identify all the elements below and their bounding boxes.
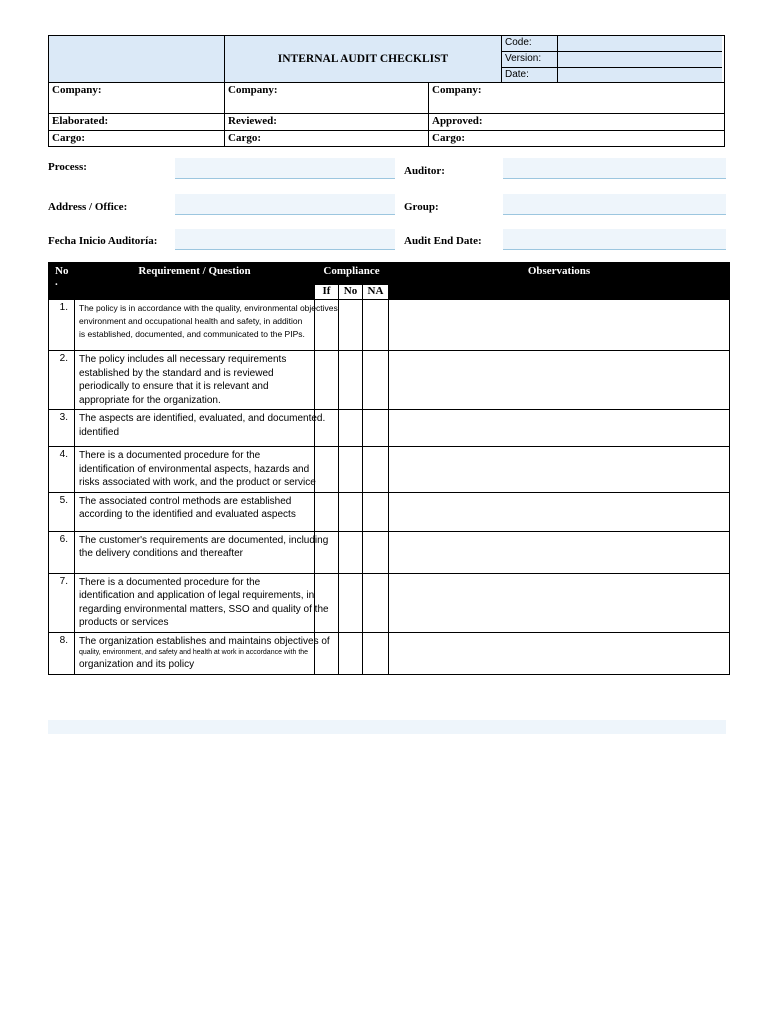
requirement-line: established by the standard and is reviewed bbox=[79, 367, 274, 379]
requirement-cell bbox=[75, 410, 326, 447]
process-label: Process: bbox=[48, 161, 87, 173]
requirement-line: quality, environment, and safety and health at work in accordance with the bbox=[79, 649, 309, 656]
table-row bbox=[49, 300, 730, 351]
version-label: Version: bbox=[502, 52, 558, 67]
observations-cell[interactable] bbox=[389, 632, 730, 674]
compliance-na-cell[interactable] bbox=[363, 573, 389, 632]
cargo-field-1: Cargo: bbox=[49, 131, 225, 146]
col-no-dot: . bbox=[55, 276, 58, 288]
compliance-no-cell[interactable] bbox=[339, 632, 363, 674]
observations-cell[interactable] bbox=[389, 531, 730, 573]
requirement-line: The organization establishes and maintains objectives of bbox=[79, 635, 330, 647]
requirement-cell bbox=[75, 573, 329, 632]
elaborated-field: Elaborated: bbox=[49, 114, 225, 130]
col-no-label: No bbox=[55, 265, 69, 277]
requirement-line: There is a documented procedure for the bbox=[79, 450, 261, 461]
table-row bbox=[49, 632, 730, 674]
compliance-no-cell[interactable] bbox=[339, 351, 363, 410]
requirement-line: identification of environmental aspects, hazards and bbox=[79, 463, 310, 475]
observations-cell[interactable] bbox=[389, 300, 730, 351]
requirement-line: The policy includes all necessary requirements bbox=[79, 354, 287, 365]
table-row bbox=[49, 351, 730, 410]
compliance-na-cell[interactable] bbox=[363, 531, 389, 573]
table-row bbox=[49, 447, 730, 493]
requirement-line: regarding environmental matters, SSO and quality of the bbox=[79, 603, 329, 615]
requirement-line: The associated control methods are established bbox=[79, 495, 292, 507]
row-number: 6. bbox=[49, 531, 75, 573]
checklist-table bbox=[48, 262, 730, 675]
company-field-3: Company: bbox=[432, 84, 482, 96]
col-compliance-header: Compliance bbox=[315, 263, 389, 285]
requirement-line: appropriate for the organization. bbox=[79, 394, 221, 406]
compliance-no-cell[interactable] bbox=[339, 447, 363, 493]
requirement-cell bbox=[75, 492, 315, 531]
compliance-no-cell[interactable] bbox=[339, 531, 363, 573]
compliance-na-cell[interactable] bbox=[363, 492, 389, 531]
reviewed-field: Reviewed: bbox=[225, 114, 429, 130]
row-number: 5. bbox=[49, 492, 75, 531]
observations-cell[interactable] bbox=[389, 492, 730, 531]
row-number: 4. bbox=[49, 447, 75, 493]
table-row bbox=[49, 531, 730, 573]
row-number: 2. bbox=[49, 351, 75, 410]
company-field-2: Company: bbox=[225, 83, 429, 113]
compliance-na-cell[interactable] bbox=[363, 632, 389, 674]
compliance-no-cell[interactable] bbox=[339, 492, 363, 531]
table-row bbox=[49, 410, 730, 447]
requirement-cell bbox=[75, 300, 338, 351]
row-number: 8. bbox=[49, 632, 75, 674]
group-label: Group: bbox=[404, 201, 439, 213]
compliance-na-cell[interactable] bbox=[363, 410, 389, 447]
end-date-label: Audit End Date: bbox=[404, 235, 482, 247]
start-date-input[interactable] bbox=[175, 229, 395, 250]
cargo-field-2: Cargo: bbox=[225, 131, 429, 146]
address-label: Address / Office: bbox=[48, 201, 128, 213]
row-number: 7. bbox=[49, 573, 75, 632]
compliance-na-cell[interactable] bbox=[363, 351, 389, 410]
end-date-input[interactable] bbox=[503, 229, 726, 250]
document-title: INTERNAL AUDIT CHECKLIST bbox=[225, 36, 502, 82]
col-no-compliance-header: No bbox=[339, 285, 363, 300]
logo-cell bbox=[49, 36, 225, 82]
col-if-header: If bbox=[315, 285, 339, 300]
requirement-line: The policy is in accordance with the quality, environmental objectives bbox=[79, 303, 338, 313]
observations-cell[interactable] bbox=[389, 351, 730, 410]
requirement-line: according to the identified and evaluated aspects bbox=[79, 509, 296, 520]
start-date-label: Fecha Inicio Auditoría: bbox=[48, 235, 158, 247]
requirement-line: risks associated with work, and the product or service bbox=[79, 477, 316, 488]
col-no-header bbox=[49, 263, 75, 300]
compliance-no-cell[interactable] bbox=[339, 573, 363, 632]
requirement-line: environment and occupational health and safety, in addition bbox=[79, 316, 303, 326]
version-value[interactable] bbox=[558, 52, 722, 67]
requirement-line: is established, documented, and communicated to the PIPs. bbox=[79, 329, 305, 339]
requirement-line: The aspects are identified, evaluated, and documented. bbox=[79, 413, 326, 424]
cargo-field-3: Cargo: bbox=[432, 132, 465, 144]
requirement-cell bbox=[75, 447, 315, 493]
requirement-line: periodically to ensure that it is relevant and bbox=[79, 381, 269, 392]
observations-cell[interactable] bbox=[389, 410, 730, 447]
col-requirement-header: Requirement / Question bbox=[75, 263, 315, 300]
requirement-line: identification and application of legal requirements, in bbox=[79, 590, 315, 601]
auditor-label: Auditor: bbox=[404, 165, 445, 177]
address-input[interactable] bbox=[175, 194, 395, 215]
compliance-no-cell[interactable] bbox=[339, 410, 363, 447]
col-na-header: NA bbox=[363, 285, 389, 300]
header-block bbox=[48, 35, 725, 147]
requirement-cell bbox=[75, 632, 330, 674]
requirement-line: identified bbox=[79, 426, 120, 438]
requirement-line: The customer's requirements are documented, including bbox=[79, 534, 329, 546]
requirement-line: products or services bbox=[79, 617, 169, 628]
process-input[interactable] bbox=[175, 158, 395, 179]
col-observations-header: Observations bbox=[389, 263, 730, 300]
table-row bbox=[49, 492, 730, 531]
footer-band bbox=[48, 720, 726, 734]
group-input[interactable] bbox=[503, 194, 726, 215]
compliance-na-cell[interactable] bbox=[363, 447, 389, 493]
requirement-cell bbox=[75, 351, 315, 410]
code-label: Code: bbox=[502, 36, 558, 51]
auditor-input[interactable] bbox=[503, 158, 726, 179]
approved-field: Approved: bbox=[432, 115, 483, 127]
code-value[interactable] bbox=[558, 36, 722, 51]
date-value[interactable] bbox=[558, 68, 722, 82]
requirement-line: There is a documented procedure for the bbox=[79, 576, 261, 588]
row-number: 1. bbox=[49, 300, 75, 351]
observations-cell[interactable] bbox=[389, 573, 730, 632]
requirement-line: the delivery conditions and thereafter bbox=[79, 548, 243, 559]
observations-cell[interactable] bbox=[389, 447, 730, 493]
date-label: Date: bbox=[502, 68, 558, 82]
requirement-line: organization and its policy bbox=[79, 659, 195, 670]
requirement-cell bbox=[75, 531, 329, 573]
row-number: 3. bbox=[49, 410, 75, 447]
company-field-1: Company: bbox=[49, 83, 225, 113]
table-row bbox=[49, 573, 730, 632]
